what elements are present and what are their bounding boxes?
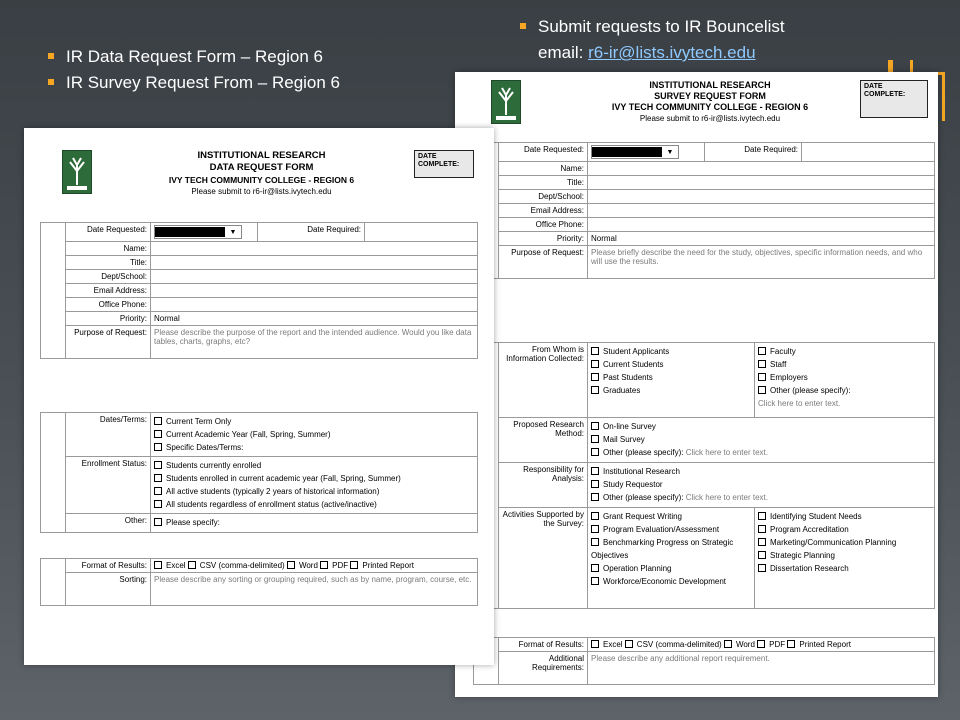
dept-field[interactable] <box>588 190 935 204</box>
checkbox-option[interactable]: Please specify: <box>154 516 474 529</box>
requester-info-table: Date Requested: ▼ Date Required: Name: Title: Dept/School: Email Address: Office Phone: Priority: Normal Purpose of Request: Please describe the purpose of the report and the intended audience. Would you like data tables, charts, graphs, etc? <box>40 222 478 359</box>
checkbox-option[interactable]: Operation Planning <box>591 562 751 575</box>
checkbox-option[interactable]: Other (please specify): <box>758 384 931 397</box>
checkbox-option[interactable]: Printed Report <box>350 561 414 570</box>
checkbox-option[interactable]: Other (please specify): Click here to enter text. <box>591 491 931 504</box>
checkbox-icon <box>758 538 766 546</box>
date-requested-dropdown[interactable] <box>591 145 679 159</box>
checkbox-icon <box>154 487 162 495</box>
checkbox-icon <box>591 525 599 533</box>
checkbox-icon <box>625 640 633 648</box>
checkbox-option[interactable]: Grant Request Writing <box>591 510 751 523</box>
criteria-table: Dates/Terms: Current Term Only Current Academic Year (Fall, Spring, Summer) Specific Dates/Terms: Enrollment Status: Students currently enrolled Students enrolled in current academic year (Fall, Spring, Summer) All active students (typically 2 years of historical information) All students regardless of enrollment status (active/inactive) Other: Please specify: <box>40 412 478 533</box>
checkbox-option[interactable]: Program Evaluation/Assessment <box>591 523 751 536</box>
checkbox-option[interactable]: Benchmarking Progress on Strategic Objectives <box>591 538 734 560</box>
checkbox-option[interactable]: Current Academic Year (Fall, Spring, Summer) <box>154 428 474 441</box>
checkbox-option[interactable]: Excel <box>591 640 623 649</box>
email-link[interactable]: r6-ir@lists.ivytech.edu <box>588 43 756 62</box>
date-requested-dropdown[interactable] <box>154 225 242 239</box>
priority-field[interactable]: Normal <box>588 232 935 246</box>
date-required-field[interactable] <box>802 143 935 162</box>
checkbox-option[interactable]: Marketing/Communication Planning <box>758 536 931 549</box>
email-field[interactable] <box>151 284 478 298</box>
enter-text-field[interactable]: Click here to enter text. <box>758 399 841 408</box>
checkbox-option[interactable]: Excel <box>154 561 186 570</box>
phone-field[interactable] <box>151 298 478 312</box>
checkbox-icon <box>154 474 162 482</box>
enter-text-field[interactable]: Click here to enter text. <box>685 493 768 502</box>
checkbox-icon <box>787 640 795 648</box>
checkbox-icon <box>591 448 599 456</box>
checkbox-icon <box>758 564 766 572</box>
checkbox-icon <box>591 577 599 585</box>
responsibility-options <box>588 463 935 508</box>
checkbox-option[interactable]: Word <box>724 640 755 649</box>
checkbox-icon <box>591 512 599 520</box>
form-header: INSTITUTIONAL RESEARCH SURVEY REQUEST FORM IVY TECH COMMUNITY COLLEGE - REGION 6 Please submit to r6-ir@lists.ivytech.edu <box>611 80 809 123</box>
checkbox-icon <box>154 430 162 438</box>
checkbox-option[interactable]: Other (please specify): Click here to enter text. <box>591 446 931 459</box>
method-options <box>588 418 935 463</box>
checkbox-option[interactable]: Institutional Research <box>591 465 931 478</box>
priority-field[interactable]: Normal <box>151 312 478 326</box>
checkbox-icon <box>591 347 599 355</box>
checkbox-icon <box>758 525 766 533</box>
dates-options <box>151 413 478 457</box>
checkbox-icon <box>591 422 599 430</box>
purpose-field[interactable]: Please describe the purpose of the report and the intended audience. Would you like data tables, charts, graphs, etc? <box>151 326 478 359</box>
checkbox-option[interactable]: On-line Survey <box>591 420 931 433</box>
dept-field[interactable] <box>151 270 478 284</box>
checkbox-option[interactable]: Dissertation Research <box>758 562 931 575</box>
name-field[interactable] <box>151 242 478 256</box>
checkbox-icon <box>591 640 599 648</box>
checkbox-icon <box>758 347 766 355</box>
checkbox-icon <box>591 538 599 546</box>
checkbox-icon <box>591 564 599 572</box>
checkbox-icon <box>758 386 766 394</box>
chevron-down-icon: ▼ <box>666 148 674 156</box>
bullet-item: IR Survey Request From – Region 6 <box>48 70 340 96</box>
survey-request-form <box>455 72 938 697</box>
checkbox-option[interactable]: Program Accreditation <box>758 523 931 536</box>
checkbox-icon <box>758 373 766 381</box>
checkbox-option[interactable]: Employers <box>758 371 931 384</box>
sorting-field[interactable]: Please describe any sorting or grouping required, such as by name, program, course, etc. <box>151 573 478 606</box>
format-options <box>588 638 935 652</box>
checkbox-icon <box>591 373 599 381</box>
enrollment-options <box>151 457 478 514</box>
name-field[interactable] <box>588 162 935 176</box>
checkbox-option[interactable]: Students enrolled in current academic year (Fall, Spring, Summer) <box>154 472 474 485</box>
checkbox-icon <box>591 386 599 394</box>
checkbox-option[interactable]: Faculty <box>758 345 931 358</box>
ivy-tech-logo <box>491 80 521 124</box>
email-field[interactable] <box>588 204 935 218</box>
form-header: INSTITUTIONAL RESEARCH DATA REQUEST FORM IVY TECH COMMUNITY COLLEGE - REGION 6 Please submit to r6-ir@lists.ivytech.edu <box>168 150 355 196</box>
checkbox-icon <box>287 561 295 569</box>
enter-text-field[interactable]: Click here to enter text. <box>685 448 768 457</box>
bullet-square-icon <box>48 53 54 59</box>
checkbox-icon <box>188 561 196 569</box>
activities-left <box>588 508 755 609</box>
results-table: Format of Results: Excel CSV (comma-delimited) Word PDF Printed Report Additional Requirements: Please describe any additional report requirement. <box>473 637 935 685</box>
title-field[interactable] <box>151 256 478 270</box>
checkbox-option[interactable]: Graduates <box>591 384 751 397</box>
from-whom-left <box>588 343 755 418</box>
checkbox-option[interactable]: PDF <box>320 561 348 570</box>
checkbox-option[interactable]: Student Applicants <box>591 345 751 358</box>
activities-right <box>755 508 935 609</box>
purpose-field[interactable]: Please briefly describe the need for the study, objectives, specific information needs, and who will use the results. <box>588 246 935 279</box>
checkbox-icon <box>350 561 358 569</box>
checkbox-icon <box>758 360 766 368</box>
additional-field[interactable]: Please describe any additional report requirement. <box>588 652 935 685</box>
checkbox-option[interactable]: CSV (comma-delimited) <box>625 640 722 649</box>
checkbox-option[interactable]: Current Term Only <box>154 415 474 428</box>
checkbox-option[interactable]: Mail Survey <box>591 433 931 446</box>
title-field[interactable] <box>588 176 935 190</box>
checkbox-icon <box>591 360 599 368</box>
other-options <box>151 514 478 533</box>
checkbox-option[interactable]: CSV (comma-delimited) <box>188 561 285 570</box>
checkbox-option[interactable]: Study Requestor <box>591 478 931 491</box>
checkbox-icon <box>591 467 599 475</box>
ivy-tech-logo <box>62 150 92 194</box>
checkbox-icon <box>154 443 162 451</box>
format-options <box>151 559 478 573</box>
requester-info-table: Date Requested: ▼ Date Required: Name: Title: Dept/School: Email Address: Office Phone: Priority: Normal Purpose of Request: Please briefly describe the need for the study, objectives, specific information needs, and who will use the results. <box>473 142 935 279</box>
checkbox-icon <box>154 518 162 526</box>
date-complete-box: DATE COMPLETE: <box>414 150 474 178</box>
checkbox-option[interactable]: Word <box>287 561 318 570</box>
checkbox-option[interactable]: Workforce/Economic Development <box>591 575 751 588</box>
checkbox-option[interactable]: Staff <box>758 358 931 371</box>
checkbox-icon <box>724 640 732 648</box>
checkbox-icon <box>154 500 162 508</box>
checkbox-icon <box>758 512 766 520</box>
checkbox-option[interactable]: PDF <box>757 640 785 649</box>
results-table: Format of Results: Excel CSV (comma-delimited) Word PDF Printed Report Sorting: Please describe any sorting or grouping required, such as by name, program, course, etc. <box>40 558 478 606</box>
checkbox-icon <box>591 480 599 488</box>
checkbox-option[interactable]: All active students (typically 2 years of historical information) <box>154 485 474 498</box>
date-complete-box: DATE COMPLETE: <box>860 80 928 118</box>
date-required-field[interactable] <box>365 223 478 242</box>
checkbox-option[interactable]: Strategic Planning <box>758 549 931 562</box>
checkbox-option[interactable]: Students currently enrolled <box>154 459 474 472</box>
checkbox-icon <box>757 640 765 648</box>
checkbox-option[interactable]: Past Students <box>591 371 751 384</box>
phone-field[interactable] <box>588 218 935 232</box>
checkbox-icon <box>758 551 766 559</box>
checkbox-option[interactable]: All students regardless of enrollment status (active/inactive) <box>154 498 474 511</box>
bullet-item: IR Data Request Form – Region 6 <box>48 44 340 70</box>
bullet-square-icon <box>520 23 526 29</box>
checkbox-option[interactable]: Identifying Student Needs <box>758 510 931 523</box>
checkbox-option[interactable]: Specific Dates/Terms: <box>154 441 474 454</box>
left-bullet-list <box>48 44 340 96</box>
chevron-down-icon: ▼ <box>229 228 237 236</box>
checkbox-option[interactable]: Current Students <box>591 358 751 371</box>
right-bullet: Submit requests to IR Bouncelist email: r6-ir@lists.ivytech.edu <box>520 14 785 66</box>
from-whom-right <box>755 343 935 418</box>
checkbox-icon <box>154 417 162 425</box>
checkbox-option[interactable]: Printed Report <box>787 640 851 649</box>
checkbox-icon <box>591 493 599 501</box>
checkbox-icon <box>320 561 328 569</box>
data-request-form <box>24 128 494 665</box>
checkbox-icon <box>154 461 162 469</box>
bullet-square-icon <box>48 79 54 85</box>
survey-details-table: From Whom is Information Collected: Student Applicants Current Students Past Students Graduates Faculty Staff Employers Other (please specify): Click here to enter text. Proposed Research Method: On-line Survey Mail Survey Other (please specify): Click here to enter text. Responsibility for Analysis: Institutional Research Study Requestor Other (please specify): Click here to enter text. Activities Supported by the Survey: Grant Request Writing Program Evaluation/Assessment Benchmarking Progress on Strategic Objectives Operation Planning Workforce/Economic Development Identifying Student Needs Program Accreditation Marketing/Communication Planning Strategic Planning Dissertation Research <box>473 342 935 609</box>
checkbox-icon <box>154 561 162 569</box>
checkbox-icon <box>591 435 599 443</box>
